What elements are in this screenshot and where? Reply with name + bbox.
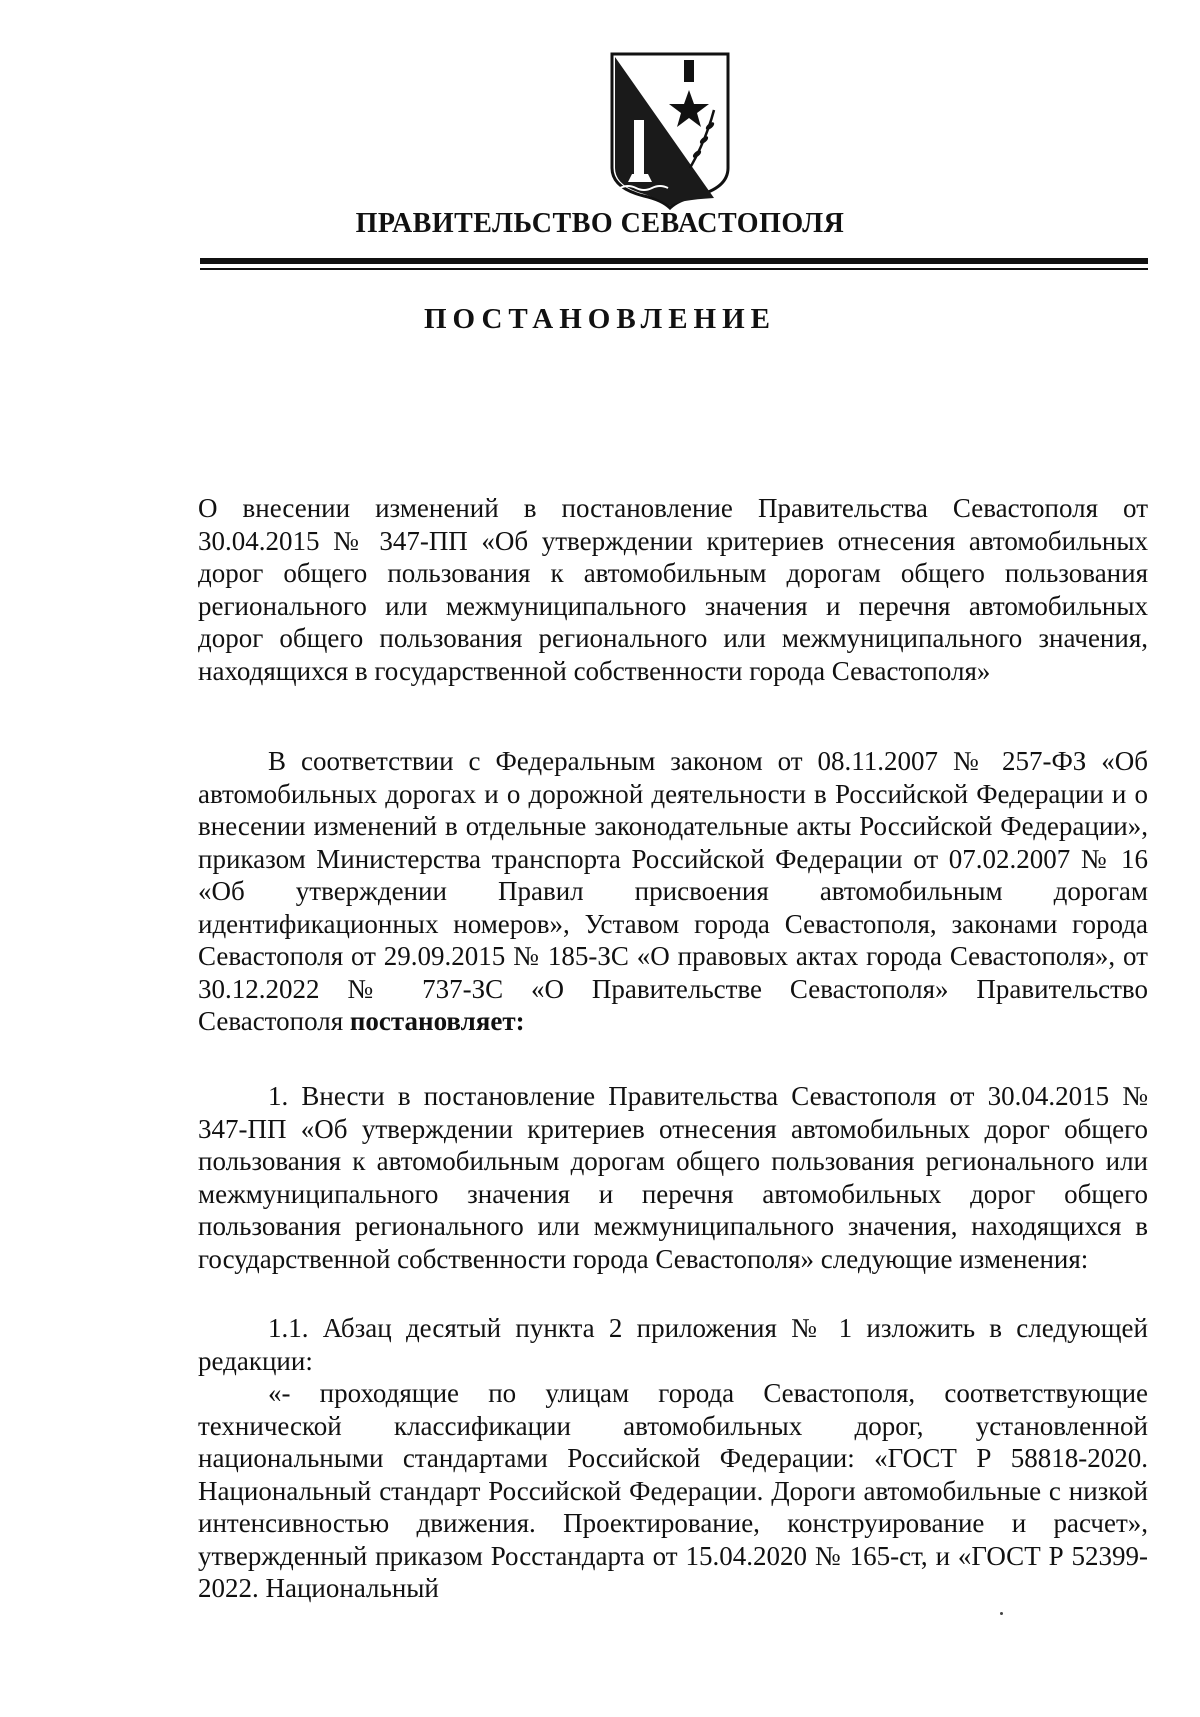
quoted-amendment-paragraph: «- проходящие по улицам города Севастополя, соответствующие технической классификации автомобильных дорог, установленной национальными стандартами Российской Федерации: «ГОСТ Р 58818-2020. Национальный стандарт Российской Федерации. Дороги автомобильные с низкой интенсивностью движения. Проектирование, конструирование и расчет», утвержденный приказом Росстандарта от 15.04.2020 № 165-ст, и «ГОСТ Р 52399-2022. Национальный xyxy=(198,1378,1148,1603)
page-mark xyxy=(1000,1612,1003,1615)
item-1-1-paragraph: 1.1. Абзац десятый пункта 2 приложения № 1 изложить в следующей редакции: xyxy=(198,1313,1148,1376)
government-title: ПРАВИТЕЛЬСТВО СЕВАСТОПОЛЯ xyxy=(355,208,845,239)
sevastopol-coat-of-arms-icon xyxy=(606,50,734,210)
preamble-paragraph xyxy=(198,745,1148,1038)
preamble-decision: постановляет: xyxy=(349,1006,525,1036)
preamble-text: В соответствии с Федеральным законом от 08.11.2007 № 257-ФЗ «Об автомобильных дорогах и о дорожной деятельности в Российской Федерации и о внесении изменений в отдельные законодательные акты Российской Федерации», приказом Министерства транспорта Российской Федерации от 07.02.2007 № 16 «Об утверждении Правил присвоения автомобильным дорогам идентификационных номеров», Уставом города Севастополя, законами города Севастополя от 29.09.2015 № 185-ЗС «О правовых актах города Севастополя», от 30.12.2022 № 737-ЗС «О Правительстве Севастополя» Правительство Севастополя xyxy=(198,746,1148,1036)
header-rule-thick xyxy=(200,258,1148,264)
document-type: ПОСТАНОВЛЕНИЕ xyxy=(423,303,776,335)
item-1-paragraph: 1. Внести в постановление Правительства Севастополя от 30.04.2015 № 347-ПП «Об утверждении критериев отнесения автомобильных дорог общего пользования к автомобильным дорогам общего пользования регионального или межмуниципального значения и перечня автомобильных дорог общего пользования регионального или межмуниципального значения, находящихся в государственной собственности города Севастополя» следующие изменения: xyxy=(198,1081,1148,1274)
header-rule-thin xyxy=(200,268,1148,270)
subject-title: О внесении изменений в постановление Правительства Севастополя от 30.04.2015 № 347-ПП «Об утверждении критериев отнесения автомобильных дорог общего пользования к автомобильным дорогам общего пользования регионального или межмуниципального значения и перечня автомобильных дорог общего пользования регионального или межмуниципального значения, находящихся в государственной собственности города Севастополя» xyxy=(198,493,1148,686)
